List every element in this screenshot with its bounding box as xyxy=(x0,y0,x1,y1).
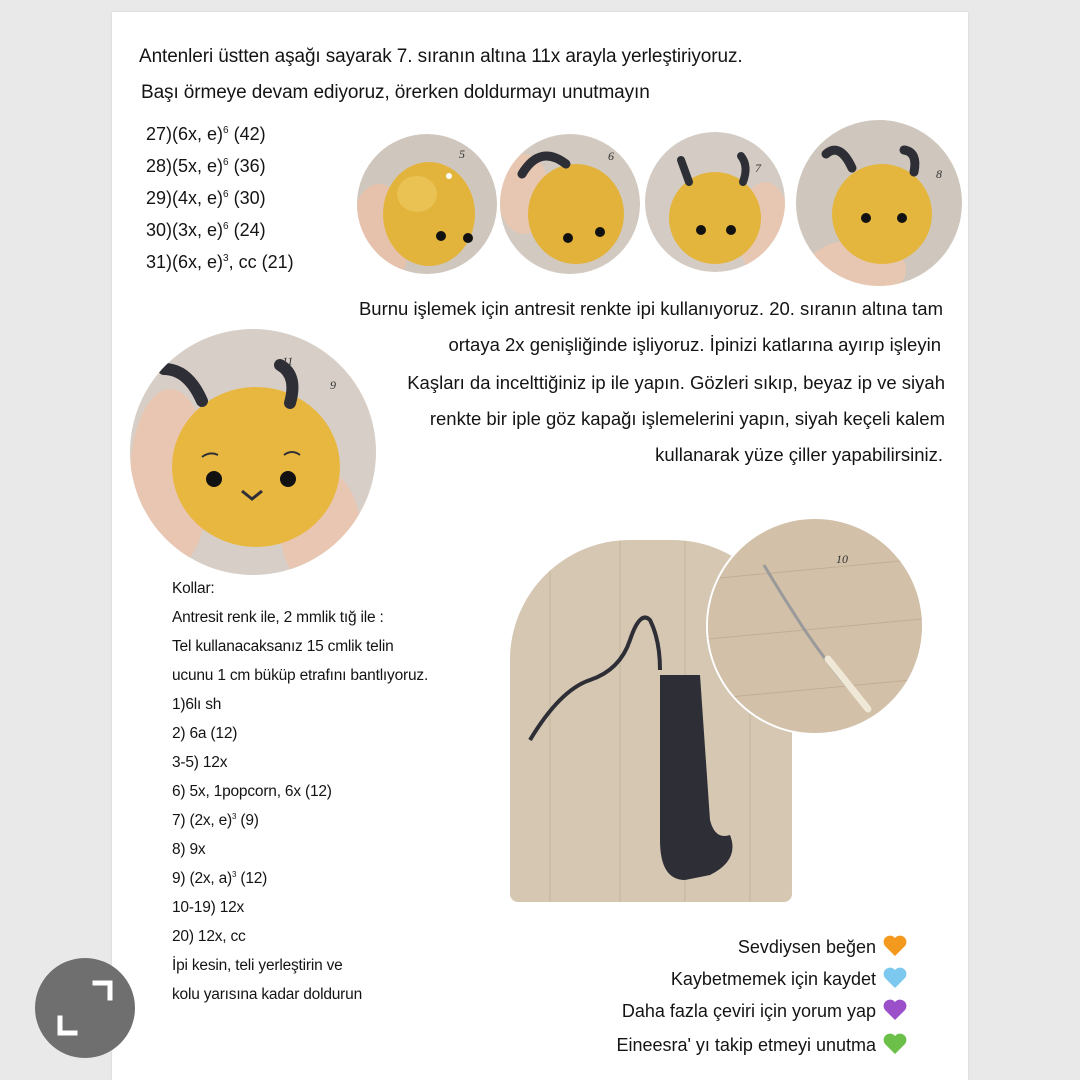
footer-follow: Eineesra' yı takip etmeyi unutma xyxy=(488,1032,908,1056)
arms-line: Antresit renk ile, 2 mmlik tığ ile : xyxy=(172,609,384,626)
arms-row: 3-5) 12x xyxy=(172,754,228,771)
head-row: 29)(4x, e)$^6$ (30) xyxy=(146,188,266,208)
orange-heart-icon xyxy=(882,934,908,958)
expand-button[interactable] xyxy=(35,958,135,1058)
arms-row: 8) 9x xyxy=(172,841,206,858)
footer-like: Sevdiysen beğen xyxy=(488,934,908,958)
arms-row: 7) (2x, e)$^3$ (9) xyxy=(172,812,259,829)
nose-text-line: ortaya 2x genişliğinde işliyoruz. İpinizi katlarına ayırıp işleyin xyxy=(448,334,941,355)
head-row: 30)(3x, e)$^6$ (24) xyxy=(146,220,266,240)
intro-line-2: Başı örmeye devam ediyoruz, örerken doldurmayı unutmayın xyxy=(141,82,650,103)
photo-step-10 xyxy=(706,517,924,735)
nose-text-line: Kaşları da incelttiğiniz ip ile yapın. Gözleri sıkıp, beyaz ip ve siyah xyxy=(407,372,945,393)
arms-title: Kollar: xyxy=(172,580,215,597)
arms-row: 9) (2x, a)$^3$ (12) xyxy=(172,870,268,887)
arms-row: 20) 12x, cc xyxy=(172,928,246,945)
photo-step-6 xyxy=(500,134,640,274)
photo-7-label: 7 xyxy=(755,161,761,175)
arms-line: ucunu 1 cm büküp etrafını bantlıyoruz. xyxy=(172,667,429,684)
blue-heart-icon xyxy=(882,966,908,990)
photo-9-label-a: 11 xyxy=(282,354,294,368)
photo-10-label: 10 xyxy=(836,552,848,566)
intro-line-1: Antenleri üstten aşağı sayarak 7. sıranın altına 11x arayla yerleştiriyoruz. xyxy=(139,46,743,67)
photo-5-label: 5 xyxy=(459,147,465,161)
head-row: 31)(6x, e)$^3$, cc (21) xyxy=(146,252,294,272)
arms-row: 10-19) 12x xyxy=(172,899,245,916)
document-page xyxy=(112,12,968,1080)
footer-save: Kaybetmemek için kaydet xyxy=(488,966,908,990)
head-rows xyxy=(146,124,294,284)
arms-section xyxy=(172,580,428,1015)
expand-icon xyxy=(35,958,135,1058)
nose-text-line: renkte bir iple göz kapağı işlemelerini yapın, siyah keçeli kalem xyxy=(429,408,945,429)
arms-row: 2) 6a (12) xyxy=(172,725,238,742)
nose-text-line: Burnu işlemek için antresit renkte ipi kullanıyoruz. 20. sıranın altına tam xyxy=(358,298,943,319)
arms-row: 1)6lı sh xyxy=(172,696,222,713)
photo-9-label-b: 9 xyxy=(330,378,336,392)
photo-6-label: 6 xyxy=(608,149,614,163)
footer-comment: Daha fazla çeviri için yorum yap xyxy=(488,998,908,1022)
arms-line: kolu yarısına kadar doldurun xyxy=(172,986,362,1003)
photo-8-label: 8 xyxy=(936,167,942,181)
arms-line: İpi kesin, teli yerleştirin ve xyxy=(172,957,343,974)
purple-heart-icon xyxy=(882,998,908,1022)
photo-step-5 xyxy=(357,134,497,274)
head-row: 27)(6x, e)$^6$ (42) xyxy=(146,124,266,144)
arms-row: 6) 5x, 1popcorn, 6x (12) xyxy=(172,783,332,800)
green-heart-icon xyxy=(882,1032,908,1056)
photo-step-8 xyxy=(796,120,962,286)
photo-step-7 xyxy=(645,132,785,272)
nose-text-line: kullanarak yüze çiller yapabilirsiniz. xyxy=(655,444,943,465)
photo-step-9 xyxy=(130,329,376,575)
arms-line: Tel kullanacaksanız 15 cmlik telin xyxy=(172,638,394,655)
head-row: 28)(5x, e)$^6$ (36) xyxy=(146,156,266,176)
